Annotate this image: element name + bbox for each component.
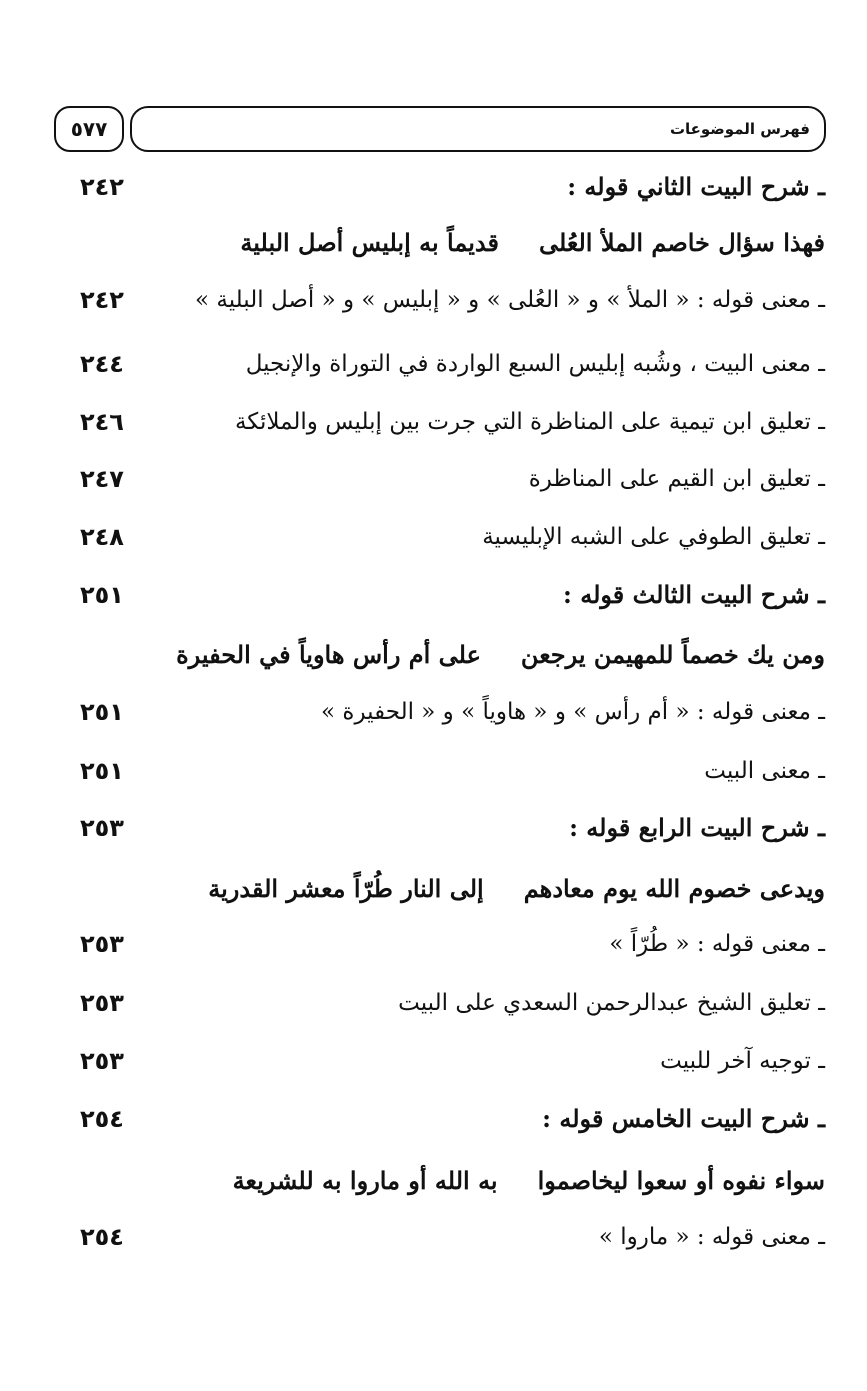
toc-page-number: ٢٤٤: [80, 350, 124, 378]
toc-page-number: ٢٥٣: [80, 930, 124, 958]
verse-line: [240, 220, 825, 264]
toc-row: [80, 280, 825, 320]
toc-row: [80, 459, 825, 499]
toc-page-number: ٢٤٢: [80, 173, 124, 201]
toc-row: [80, 751, 825, 791]
verse-first-hemistich: فهذا سؤال خاصم الملأ العُلى: [538, 227, 825, 257]
toc-row: [80, 692, 825, 732]
toc-row: [80, 1099, 825, 1139]
toc-page-number: ٢٥٣: [80, 989, 124, 1017]
toc-row: [80, 167, 825, 207]
toc-entry: ـ معنى قوله : « أم رأس » و « هاوياً » و « الحفيرة »: [321, 699, 825, 725]
toc-row: [80, 924, 825, 964]
toc-entry: ـ معنى قوله : « ماروا »: [598, 1224, 825, 1250]
toc-entry: ـ معنى قوله : « طُرّاً »: [609, 931, 825, 957]
toc-entry: ـ تعليق ابن القيم على المناظرة: [528, 466, 825, 492]
toc-entry: ـ توجيه آخر للبيت: [660, 1048, 825, 1074]
toc-page-number: ٢٤٦: [80, 408, 124, 436]
toc-row: [80, 983, 825, 1023]
toc-entry-heading: ـ شرح البيت الثالث قوله :: [562, 580, 825, 609]
toc-entry-heading: ـ شرح البيت الرابع قوله :: [569, 813, 825, 842]
toc-page-number: ٢٥٤: [80, 1223, 124, 1251]
toc-page-number: ٢٥٤: [80, 1105, 124, 1133]
toc-row: [80, 402, 825, 442]
verse-first-hemistich: ومن يك خصماً للمهيمن يرجعن: [520, 639, 825, 669]
toc-entry-heading: ـ شرح البيت الخامس قوله :: [542, 1104, 825, 1133]
toc-entry: ـ تعليق الشيخ عبدالرحمن السعدي على البيت: [398, 990, 825, 1016]
toc-entry: ـ تعليق الطوفي على الشبه الإبليسية: [482, 524, 825, 550]
toc-row: [80, 517, 825, 557]
verse-second-hemistich: إلى النار طُرّاً معشر القدرية: [208, 873, 484, 903]
verse-second-hemistich: على أم رأس هاوياً في الحفيرة: [176, 639, 481, 669]
toc-row: [80, 808, 825, 848]
toc-page-number: ٢٥١: [80, 757, 124, 785]
toc-page-number: ٢٥١: [80, 581, 124, 609]
toc-page-number: ٢٤٢: [80, 286, 124, 314]
toc-entry: ـ معنى البيت ، وشُبه إبليس السبع الواردة في التوراة والإنجيل: [245, 351, 825, 377]
toc-row: [80, 575, 825, 615]
toc-row: [80, 1041, 825, 1081]
verse-second-hemistich: به الله أو ماروا به للشريعة: [232, 1165, 498, 1195]
page-number: ٥٧٧: [70, 117, 108, 141]
verse-first-hemistich: سواء نفوه أو سعوا ليخاصموا: [537, 1165, 825, 1195]
page-number-box: [54, 106, 124, 152]
toc-page-number: ٢٤٨: [80, 523, 124, 551]
toc-page-number: ٢٥٣: [80, 814, 124, 842]
verse-first-hemistich: ويدعى خصوم الله يوم معادهم: [523, 873, 825, 903]
toc-entry-heading: ـ شرح البيت الثاني قوله :: [567, 172, 825, 201]
running-title-box: [130, 106, 826, 152]
verse-line: [208, 866, 825, 910]
toc-row: [80, 344, 825, 384]
verse-line: [233, 1158, 825, 1202]
toc-row: [80, 1217, 825, 1257]
toc-entry: ـ معنى البيت: [704, 758, 825, 784]
running-title: فهرس الموضوعات: [669, 120, 810, 138]
toc-page-number: ٢٥١: [80, 698, 124, 726]
toc-entry: ـ معنى قوله : « الملأ » و « العُلى » و « إبليس » و « أصل البلية »: [195, 287, 825, 313]
toc-page-number: ٢٥٣: [80, 1047, 124, 1075]
toc-entry: ـ تعليق ابن تيمية على المناظرة التي جرت بين إبليس والملائكة: [234, 409, 825, 435]
toc-page-number: ٢٤٧: [80, 465, 124, 493]
verse-line: [176, 632, 825, 676]
verse-second-hemistich: قديماً به إبليس أصل البلية: [240, 227, 499, 257]
